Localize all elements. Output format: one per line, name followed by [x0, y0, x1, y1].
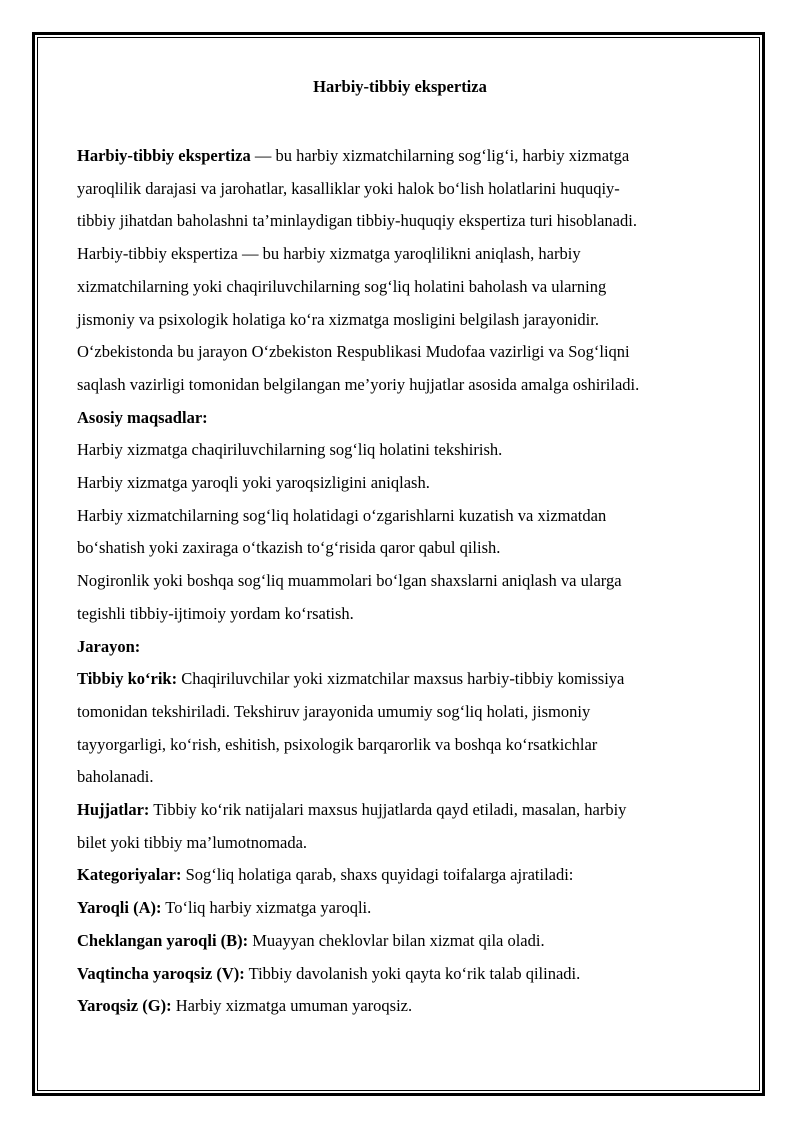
goals-line: Nogironlik yoki boshqa sog‘liq muammolari bo‘lgan shaxslarni aniqlash va ularga	[77, 571, 622, 591]
category-item	[77, 958, 727, 991]
intro-text: — bu harbiy xizmatchilarning sog‘lig‘i, harbiy xizmatga	[250, 146, 630, 165]
category-label: Vaqtincha yaroqsiz (V):	[77, 963, 245, 983]
intro-line	[77, 140, 727, 173]
goals-heading-text: Asosiy maqsadlar:	[77, 407, 208, 427]
goals-heading	[77, 402, 727, 435]
intro-line: xizmatchilarning yoki chaqiriluvchilarning sog‘liq holatini baholash va ularning	[77, 276, 607, 296]
intro-line: yaroqlilik darajasi va jarohatlar, kasalliklar yoki halok bo‘lish holatlarini huquqiy-	[77, 178, 620, 198]
goals-line: Harbiy xizmatchilarning sog‘liq holatidagi o‘zgarishlarni kuzatish va xizmatdan	[77, 505, 607, 525]
categories-label: Kategoriyalar:	[77, 865, 182, 885]
goals-line: Harbiy xizmatga yaroqli yoki yaroqsizligini aniqlash.	[77, 473, 430, 493]
process-heading-text: Jarayon:	[77, 636, 141, 656]
docs-line: bilet yoki tibbiy ma’lumotnomada.	[77, 832, 308, 852]
category-item	[77, 892, 727, 925]
intro-line: tibbiy jihatdan baholashni ta’minlaydigan tibbiy-huquqiy ekspertiza turi hisoblanadi.	[77, 211, 637, 231]
exam-line	[77, 663, 727, 696]
category-label: Yaroqsiz (G):	[77, 996, 172, 1016]
exam-label: Tibbiy ko‘rik:	[77, 669, 178, 689]
category-label: Yaroqli (A):	[77, 898, 162, 918]
goals-line: tegishli tibbiy-ijtimoiy yordam ko‘rsatish.	[77, 603, 354, 623]
exam-text: Chaqiriluvchilar yoki xizmatchilar maxsus harbiy-tibbiy komissiya	[177, 669, 625, 689]
category-text: Tibbiy davolanish yoki qayta ko‘rik talab qilinadi.	[244, 963, 581, 983]
category-text: To‘liq harbiy xizmatga yaroqli.	[161, 898, 372, 918]
exam-line: baholanadi.	[77, 767, 154, 787]
intro-line: Harbiy-tibbiy ekspertiza — bu harbiy xizmatga yaroqlilikni aniqlash, harbiy	[77, 244, 581, 264]
categories-text: Sog‘liq holatiga qarab, shaxs quyidagi toifalarga ajratiladi:	[181, 865, 574, 885]
intro-term: Harbiy-tibbiy ekspertiza	[77, 146, 251, 165]
categories-line	[77, 859, 727, 892]
document-title: Harbiy-tibbiy ekspertiza	[313, 77, 487, 96]
intro-line: jismoniy va psixologik holatiga ko‘ra xizmatga mosligini belgilash jarayonidir.	[77, 309, 599, 329]
docs-label: Hujjatlar:	[77, 800, 150, 820]
goals-line: Harbiy xizmatga chaqiriluvchilarning sog‘liq holatini tekshirish.	[77, 440, 503, 460]
category-item	[77, 925, 727, 958]
goals-line: bo‘shatish yoki zaxiraga o‘tkazish to‘g‘risida qaror qabul qilish.	[77, 538, 501, 558]
category-text: Muayyan cheklovlar bilan xizmat qila oladi.	[248, 930, 545, 950]
document-body	[77, 140, 727, 1023]
category-text: Harbiy xizmatga umuman yaroqsiz.	[171, 996, 413, 1016]
exam-line: tayyorgarligi, ko‘rish, eshitish, psixologik barqarorlik va boshqa ko‘rsatkichlar	[77, 734, 598, 754]
intro-line: O‘zbekistonda bu jarayon O‘zbekiston Respublikasi Mudofaa vazirligi va Sog‘liqni	[77, 342, 630, 362]
category-item	[77, 990, 727, 1023]
process-heading	[77, 631, 727, 664]
exam-line: tomonidan tekshiriladi. Tekshiruv jarayonida umumiy sog‘liq holati, jismoniy	[77, 701, 591, 721]
intro-line: saqlash vazirligi tomonidan belgilangan me’yoriy hujjatlar asosida amalga oshiriladi.	[77, 374, 640, 394]
docs-line	[77, 794, 727, 827]
category-label: Cheklangan yaroqli (B):	[77, 930, 249, 950]
docs-text: Tibbiy ko‘rik natijalari maxsus hujjatlarda qayd etiladi, masalan, harbiy	[149, 800, 627, 820]
